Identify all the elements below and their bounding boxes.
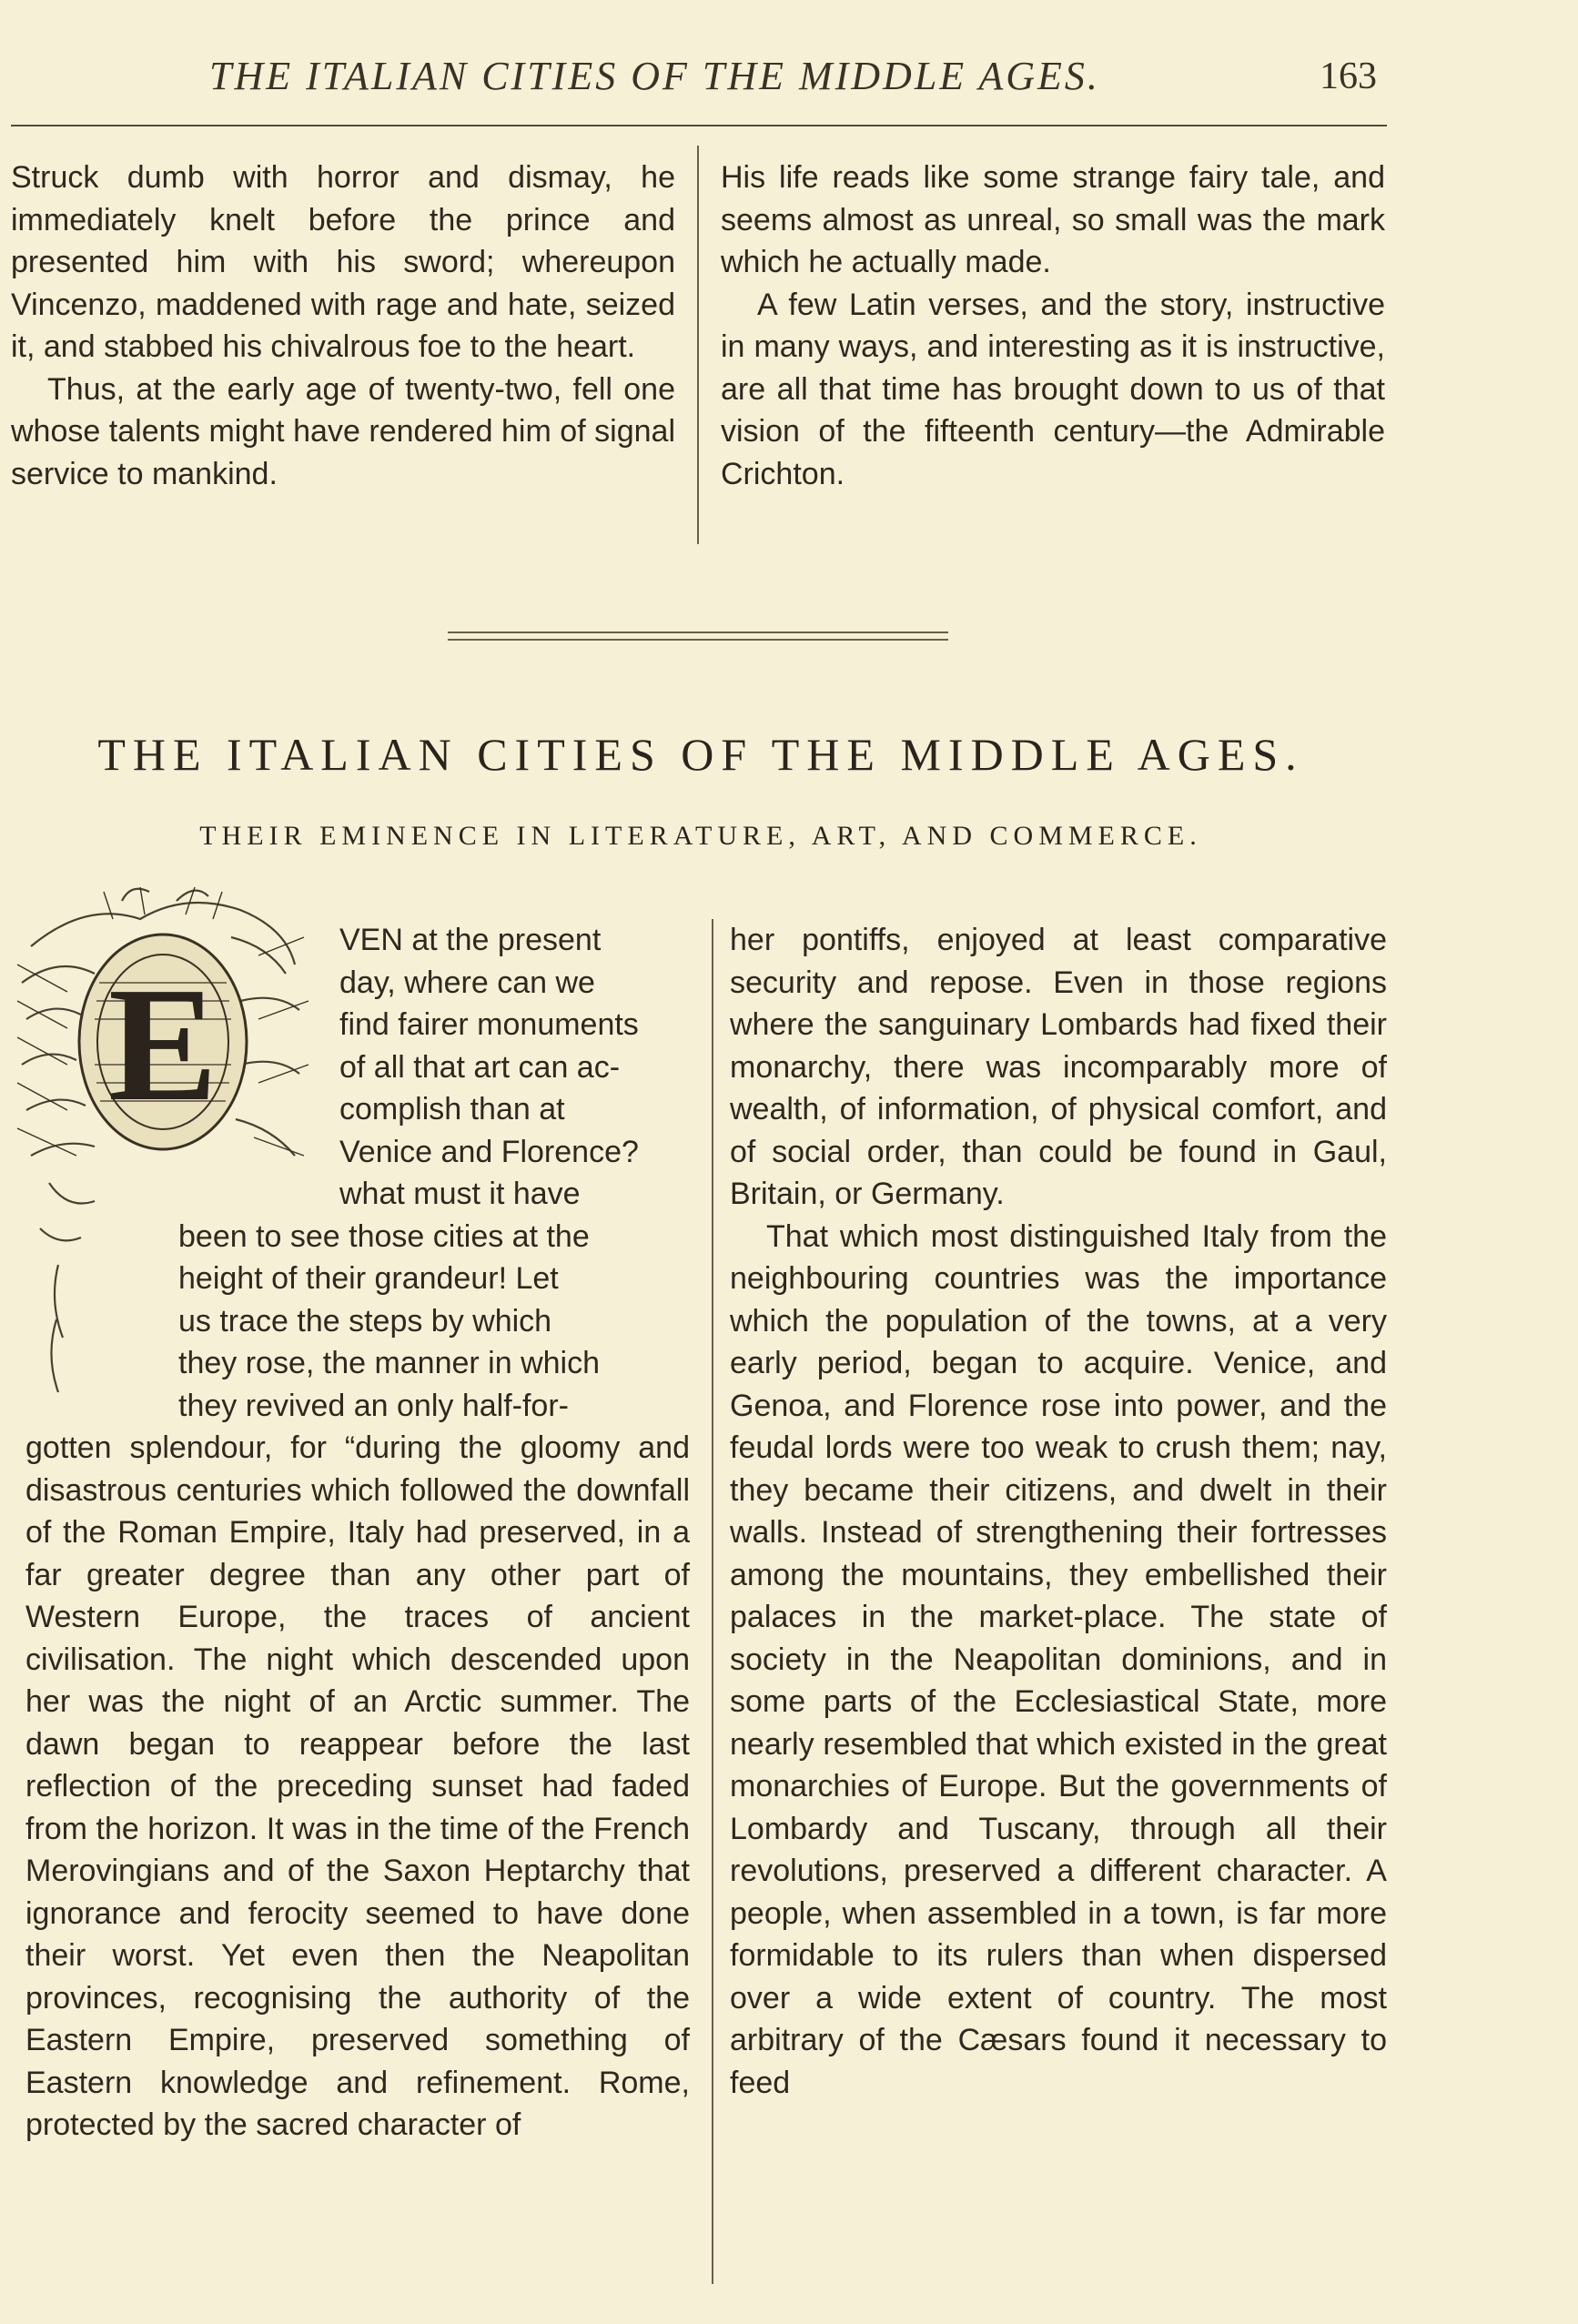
main-left-column: [25, 919, 690, 2147]
section-rule: [448, 639, 948, 641]
text-line: what must it have: [339, 1177, 581, 1211]
text-line: been to see those cities at the: [178, 1218, 590, 1254]
text-line: VEN at the present: [339, 923, 602, 957]
paragraph: His life reads like some strange fairy tale, and seems almost as unreal, so small was the mark which he actually made.: [721, 160, 1385, 279]
paragraph: Struck dumb with horror and dismay, he immediately knelt before the prince and presented him with his sword; whereupon Vincenzo, maddened with rage and hate, seized it, and stabbed his chivalrous foe to the heart.: [11, 160, 675, 364]
text-line: day, where can we: [339, 965, 595, 1000]
running-header: [27, 53, 1392, 107]
text-line: us trace the steps by which: [178, 1303, 552, 1339]
chapter-subtitle: THEIR EMINENCE IN LITERATURE, ART, AND COMMERCE.: [199, 821, 1202, 851]
text-line: Venice and Florence?: [339, 1134, 639, 1169]
wrapped-lines-below-drop-cap: [25, 1216, 690, 1428]
text-line: find fairer monuments: [339, 1007, 639, 1042]
top-left-column: [11, 157, 675, 495]
drop-cap-letter: E: [107, 954, 218, 1135]
column-divider: [712, 919, 713, 2284]
section-rule: [448, 632, 948, 633]
running-title: THE ITALIAN CITIES OF THE MIDDLE AGES.: [209, 54, 1100, 98]
paragraph: her pontiffs, enjoyed at least comparative security and repose. Even in those regions where the sanguinary Lombards had fixed their monarchy, there was incomparably more of wealth, of information, of physical comfort, and of social order, than could be found in Gaul, Britain, or Germany.: [730, 923, 1387, 1211]
text-line: complish than at: [339, 1092, 565, 1127]
paragraph: A few Latin verses, and the story, instructive in many ways, and interesting as it is instructive, are all that time has brought down to us of that vision of the fifteenth century—the Admirable Crichton.: [721, 287, 1385, 491]
page-number: 163: [1320, 56, 1377, 97]
column-divider: [697, 146, 699, 544]
header-rule: [11, 125, 1387, 126]
chapter-title: THE ITALIAN CITIES OF THE MIDDLE AGES.: [97, 729, 1304, 780]
text-line: of all that art can ac-: [339, 1049, 621, 1085]
top-right-column: [721, 157, 1385, 495]
paragraph: gotten splendour, for “during the gloomy and disastrous centuries which followed the downfall of the Roman Empire, Italy had preserved, in a far greater degree than any other part of Western Europe, the traces of ancient civilisation. The night which descended upon her was the night of an Arctic summer. The dawn began to reappear before the last reflection of the preceding sunset had faded from the horizon. It was in the time of the French Merovingians and of the Saxon Heptarchy that ignorance and ferocity seemed to have done their worst. Yet even then the Neapolitan provinces, recognising the authority of the Eastern Empire, preserved something of Eastern knowledge and refinement. Rome, protected by the sacred character of: [25, 1430, 690, 2142]
text-line: height of their grandeur! Let: [178, 1261, 559, 1296]
wrapped-lines-around-drop-cap: [25, 919, 690, 1216]
text-line: they revived an only half-for-: [178, 1388, 569, 1423]
main-right-column: [730, 919, 1387, 2104]
paragraph: Thus, at the early age of twenty-two, fell one whose talents might have rendered him of signal service to mankind.: [11, 371, 675, 491]
paragraph: That which most distinguished Italy from the neighbouring countries was the importance which the population of the towns, at a very early period, began to acquire. Venice, and Genoa, and Florence rose into power, and the feudal lords were too weak to crush them; nay, they became their citizens, and dwelt in their walls. Instead of strengthening their fortresses among the mountains, they embellished their palaces in the market-place. The state of society in the Neapolitan dominions, and in some parts of the Ecclesiastical State, more nearly resembled that which existed in the great monarchies of Europe. But the governments of Lombardy and Tuscany, through all their revolutions, preserved a different character. A people, when assembled in a town, is far more formidable to its rulers than when dispersed over a wide extent of country. The most arbitrary of the Cæsars found it necessary to feed: [730, 1218, 1387, 2100]
text-line: they rose, the manner in which: [178, 1346, 601, 1380]
